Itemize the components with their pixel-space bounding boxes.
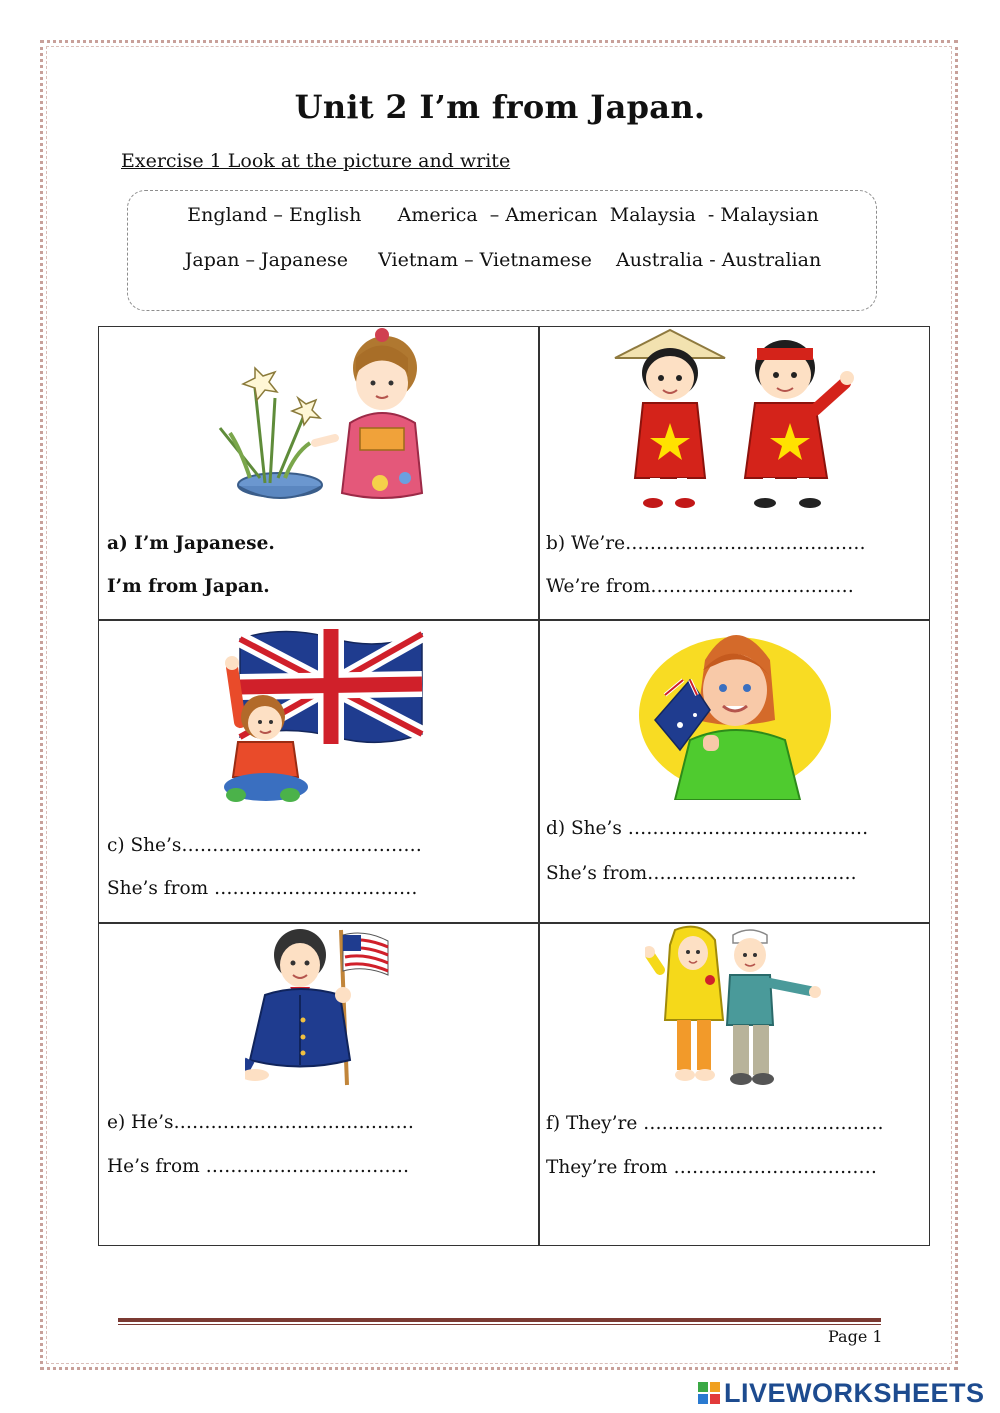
footer-rule [118, 1318, 881, 1322]
japanese-girl-ikebana-illustration [210, 328, 430, 513]
liveworksheets-logo [698, 1378, 985, 1408]
boy-with-american-flag-illustration [245, 925, 395, 1090]
liveworksheets-wordmark: LIVEWORKSHEETS [724, 1377, 985, 1408]
liveworksheets-logo-icon [698, 1382, 720, 1404]
exercise-instruction: Exercise 1 Look at the picture and write [121, 150, 511, 172]
answer-b-line2: We’re from…………………………… [546, 576, 854, 597]
answer-d-line1: d) She’s ………………………………… [546, 818, 869, 839]
grid-divider [98, 922, 930, 924]
malaysian-children-illustration [645, 925, 825, 1090]
answer-a-line2: I’m from Japan. [107, 576, 270, 597]
word-bank-row: England – English America – American Malaysia - Malaysian [187, 204, 819, 226]
girl-with-australian-flag-illustration [635, 620, 835, 800]
answer-e-line2: He’s from …………………………… [107, 1156, 410, 1177]
answer-c-line2: She’s from …………………………… [107, 878, 418, 899]
answer-f-line2: They’re from …………………………… [546, 1157, 877, 1178]
answer-b-line1: b) We’re………………………………… [546, 533, 866, 554]
answer-a-line1: a) I’m Japanese. [107, 533, 275, 554]
answer-d-line2: She’s from……………………………. [546, 863, 857, 884]
answer-c-line1: c) She’s………………………………… [107, 835, 422, 856]
vietnamese-children-illustration [605, 328, 860, 513]
answer-e-line1: e) He’s………………………………… [107, 1112, 415, 1133]
grid-divider [538, 326, 540, 1246]
word-bank-box [127, 190, 877, 311]
page-number: Page 1 [828, 1327, 883, 1346]
page-title: Unit 2 I’m from Japan. [294, 88, 706, 126]
footer-rule [118, 1324, 881, 1325]
girl-with-union-jack-illustration [218, 627, 428, 812]
word-bank-row: Japan – Japanese Vietnam – Vietnamese Australia - Australian [184, 249, 822, 271]
answer-f-line1: f) They’re ………………………………… [546, 1113, 884, 1134]
